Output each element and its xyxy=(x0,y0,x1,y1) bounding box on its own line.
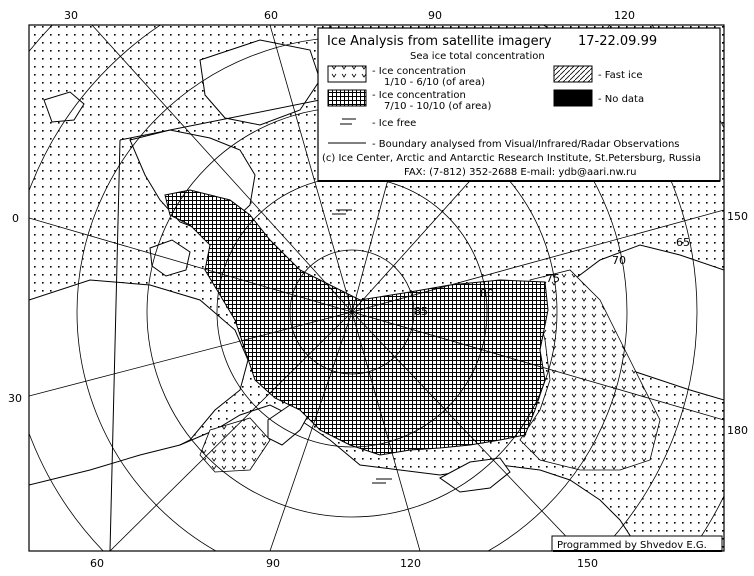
legend-box xyxy=(318,28,720,181)
lon-bottom-60: 60 xyxy=(90,557,104,570)
swatch-high-concentration xyxy=(328,90,366,106)
lon-bottom-120: 120 xyxy=(400,557,421,570)
lon-top-30: 30 xyxy=(64,9,78,22)
lon-right-150: 150 xyxy=(727,210,748,223)
swatch-fast-ice xyxy=(554,66,592,82)
lon-top-90: 90 xyxy=(428,9,442,22)
credit-box xyxy=(552,536,722,551)
legend-dates: 17-22.09.99 xyxy=(578,34,658,49)
legend-high-line1: - Ice concentration xyxy=(372,90,466,101)
swatch-no-data xyxy=(554,90,592,106)
lat-label-80: 80 xyxy=(480,287,494,300)
legend-title: Ice Analysis from satellite imagery xyxy=(327,34,552,49)
lat-label-70: 70 xyxy=(612,254,626,267)
lon-top-120: 120 xyxy=(614,9,635,22)
legend-no-data: - No data xyxy=(598,94,645,105)
lat-label-75: 75 xyxy=(546,272,560,285)
legend-low-line2: 1/10 - 6/10 (of area) xyxy=(384,77,485,88)
legend-boundary: - Boundary analysed from Visual/Infrared/Radar Observations xyxy=(372,139,680,150)
legend-fast-ice: - Fast ice xyxy=(598,70,643,81)
credit-text: Programmed by Shvedov E.G. xyxy=(557,540,707,551)
lon-bottom-150: 150 xyxy=(577,557,598,570)
lat-label-65: 65 xyxy=(676,236,690,249)
lon-bottom-90: 90 xyxy=(266,557,280,570)
legend-ice-free: - Ice free xyxy=(372,118,417,129)
legend-low-line1: - Ice concentration xyxy=(372,66,466,77)
lon-top-60: 60 xyxy=(264,9,278,22)
legend-subtitle: Sea ice total concentration xyxy=(410,51,545,62)
lon-right-180: 180 xyxy=(727,424,748,437)
lat-label-85: 85 xyxy=(414,305,428,318)
legend-high-line2: 7/10 - 10/10 (of area) xyxy=(384,101,492,112)
lon-left-30: 30 xyxy=(8,392,22,405)
legend-copyright: (c) Ice Center, Arctic and Antarctic Research Institute, St.Petersburg, Russia xyxy=(322,153,701,164)
swatch-low-concentration xyxy=(328,66,366,82)
lon-left-0: 0 xyxy=(12,212,19,225)
legend-contact: FAX: (7-812) 352-2688 E-mail: ydb@aari.nw.ru xyxy=(404,167,637,178)
